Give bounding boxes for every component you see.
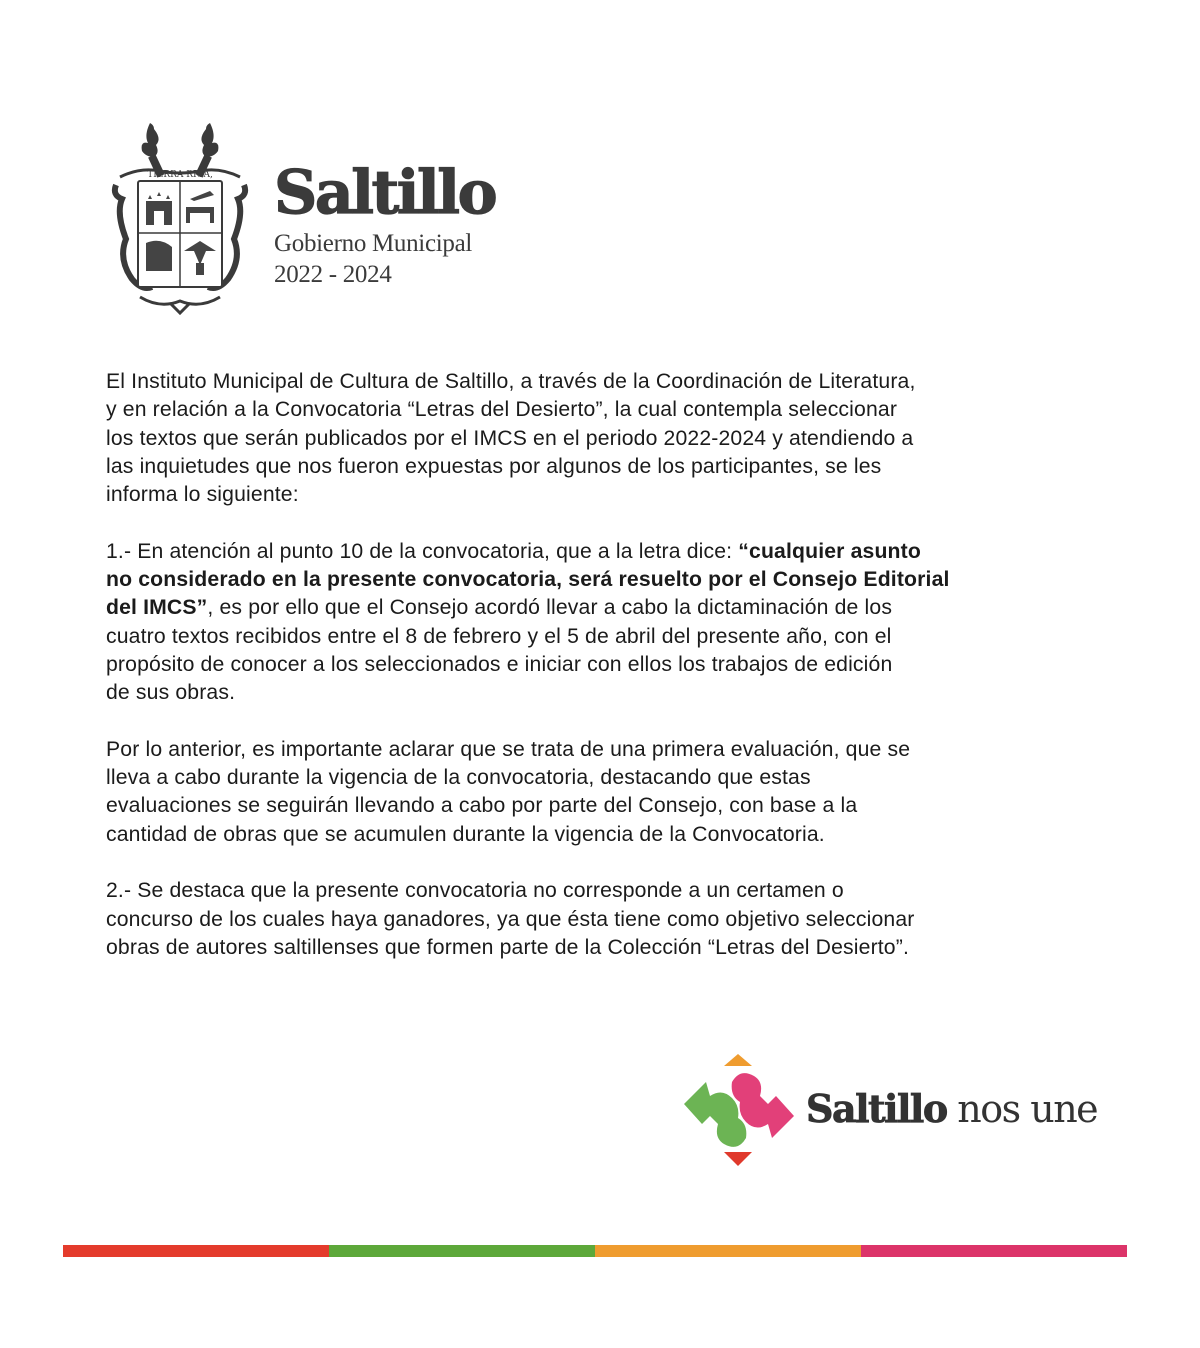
logo-wordmark xyxy=(806,1086,1097,1131)
text-line xyxy=(106,594,1126,622)
paragraph-clarification xyxy=(106,736,1126,849)
quoted-bold-text: “cualquier asunto xyxy=(738,539,921,563)
color-bar-red xyxy=(63,1245,329,1257)
text-line: las inquietudes que nos fueron expuestas por algunos de los participantes, se les xyxy=(106,454,882,478)
text-line: de sus obras. xyxy=(106,681,236,705)
text-line: propósito de conocer a los seleccionados e iniciar con ellos los trabajos de edición xyxy=(106,652,893,676)
quoted-bold-text: no considerado en la presente convocatoria, será resuelto por el Consejo Editorial xyxy=(106,568,950,592)
brand-color-bar xyxy=(63,1245,1127,1257)
text-line: cantidad de obras que se acumulen durante la vigencia de la Convocatoria. xyxy=(106,822,825,846)
text-line: obras de autores saltillenses que formen parte de la Colección “Letras del Desierto”. xyxy=(106,935,909,959)
text-line: cuatro textos recibidos entre el 8 de febrero y el 5 de abril del presente año, con el xyxy=(106,624,892,648)
saltillo-s-icon xyxy=(682,1052,796,1168)
paragraph-intro xyxy=(106,368,1126,509)
logo-word-saltillo: Saltillo xyxy=(806,1086,947,1131)
logo-word-nos-une: nos une xyxy=(946,1087,1098,1131)
brand-title: Saltillo xyxy=(274,158,496,228)
text-line xyxy=(106,538,1126,566)
text-line: y en relación a la Convocatoria “Letras del Desierto”, la cual contempla seleccionar xyxy=(106,398,898,422)
text-line: evaluaciones se seguirán llevando a cabo por parte del Consejo, con base a la xyxy=(106,794,858,818)
color-bar-green xyxy=(329,1245,595,1257)
text-line: lleva a cabo durante la vigencia de la convocatoria, destacando que estas xyxy=(106,766,811,790)
text-line: los textos que serán publicados por el IMCS en el periodo 2022-2024 y atendiendo a xyxy=(106,426,914,450)
brand-subtitle: Gobierno Municipal xyxy=(274,230,473,257)
text-line: 2.- Se destaca que la presente convocatoria no corresponde a un certamen o xyxy=(106,879,844,903)
municipal-brand xyxy=(274,158,495,290)
brand-period: 2022 - 2024 xyxy=(274,261,392,288)
text-normal: 1.- En atención al punto 10 de la convocatoria, que a la letra dice: xyxy=(106,539,739,563)
announcement-body xyxy=(106,368,1126,991)
text-line: informa lo siguiente: xyxy=(106,483,299,507)
color-bar-orange xyxy=(595,1245,861,1257)
crest-motto-top: TIERRA RICA, xyxy=(147,170,213,180)
text-line: Por lo anterior, es importante aclarar que se trata de una primera evaluación, que se xyxy=(106,737,911,761)
text-line: concurso de los cuales haya ganadores, ya que ésta tiene como objetivo seleccionar xyxy=(106,907,915,931)
text-line: El Instituto Municipal de Cultura de Saltillo, a través de la Coordinación de Literatura, xyxy=(106,370,916,393)
quoted-bold-text: del IMCS” xyxy=(106,596,208,620)
coat-of-arms-icon xyxy=(110,115,250,315)
text-normal: , es por ello que el Consejo acordó llevar a cabo la dictaminación de los xyxy=(207,596,893,620)
color-bar-pink xyxy=(861,1245,1127,1257)
paragraph-point-1 xyxy=(106,538,1126,708)
paragraph-point-2 xyxy=(106,877,1126,962)
saltillo-nos-une-logo xyxy=(680,1050,1120,1170)
